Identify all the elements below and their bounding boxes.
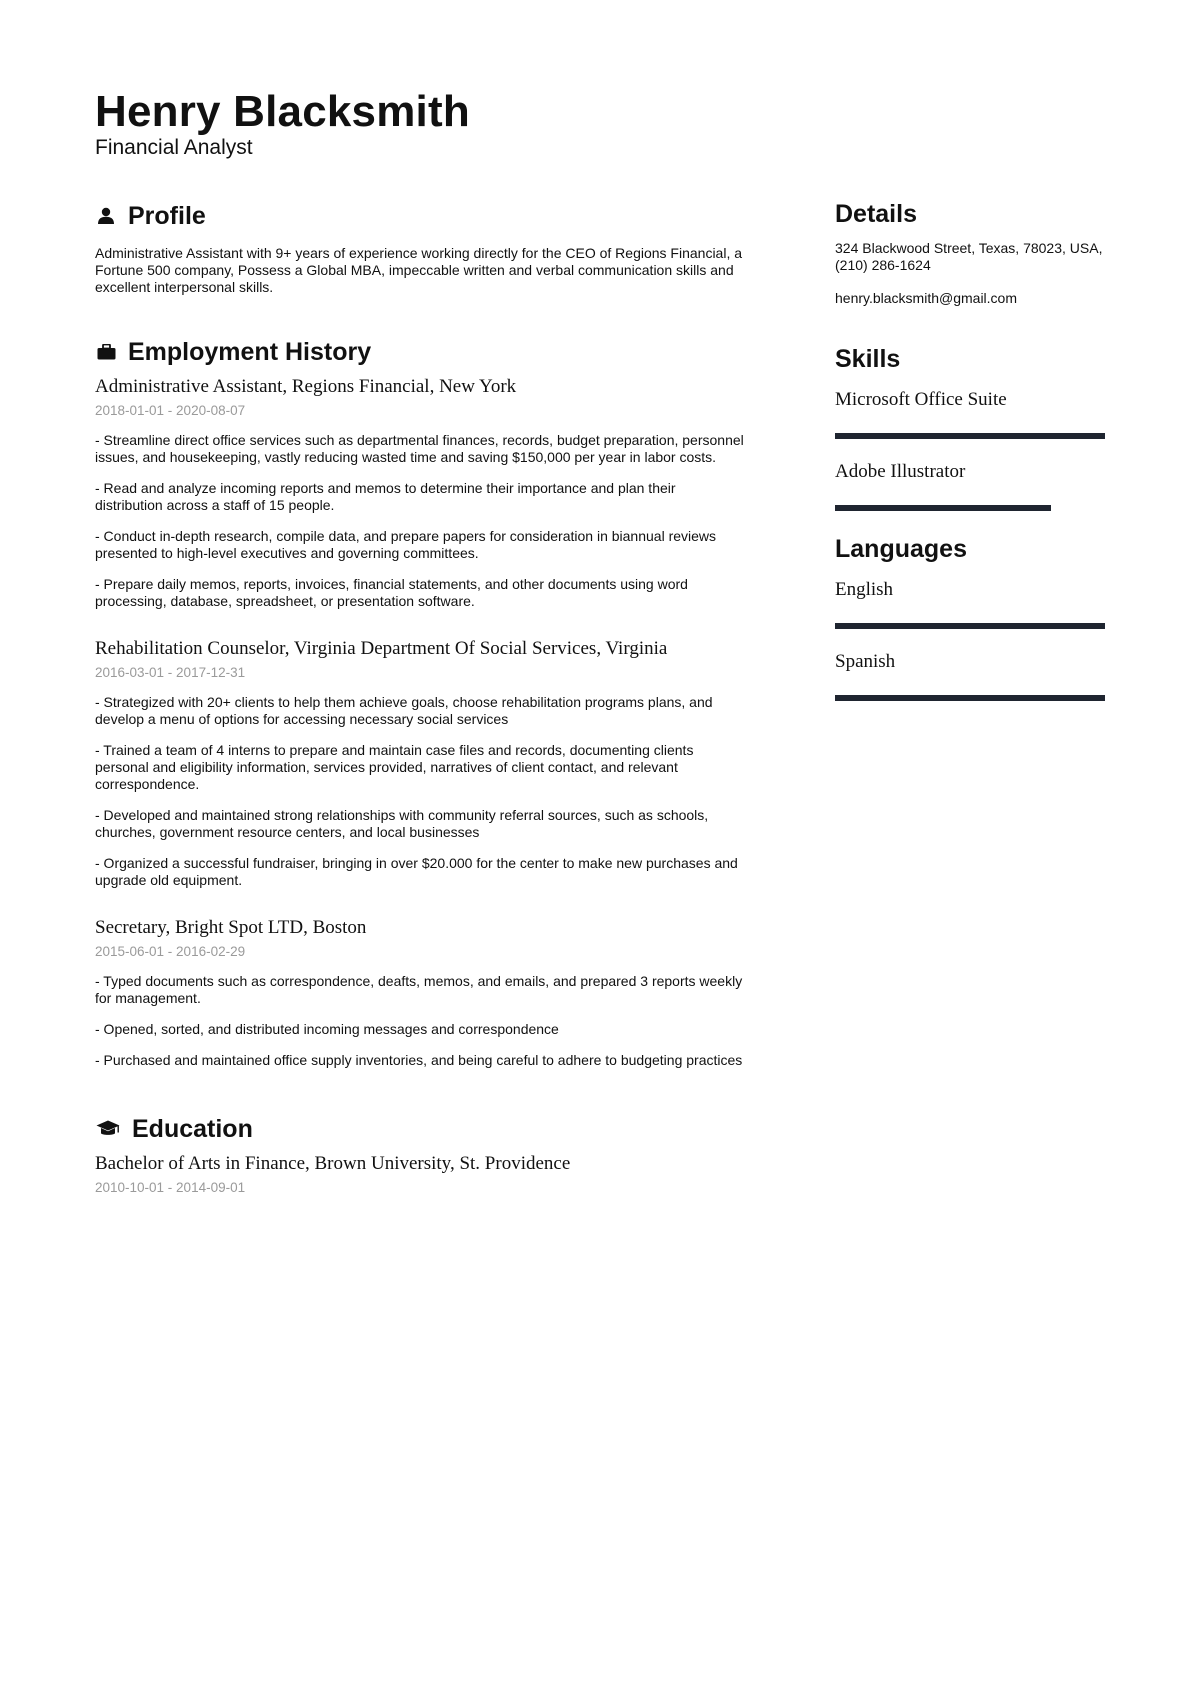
- skill-item: [835, 389, 1105, 439]
- jobs-list: [95, 376, 745, 1069]
- language-level-fill: [835, 695, 1105, 701]
- languages-list: [835, 579, 1105, 701]
- graduation-cap-icon: [95, 1118, 121, 1140]
- job-bullets: [95, 973, 745, 1069]
- skill-name: Adobe Illustrator: [835, 461, 966, 482]
- employment-section: [95, 336, 745, 1069]
- skill-level-fill: [835, 433, 1105, 439]
- language-level-bar: [835, 695, 1105, 701]
- user-icon: [95, 205, 117, 227]
- skills-section: [835, 343, 1105, 511]
- profile-heading-row: [95, 200, 745, 232]
- education-dates: 2010-10-01 - 2014-09-01: [95, 1180, 246, 1195]
- resume-job-title: Financial Analyst: [95, 136, 253, 159]
- language-item: [835, 579, 1105, 629]
- job-bullet: - Prepare daily memos, reports, invoices, financial statements, and other documents using word processing, database, spreadsheet, or presentation software.: [95, 576, 688, 609]
- job-entry: [95, 917, 745, 1069]
- details-address: 324 Blackwood Street, Texas, 78023, USA, (210) 286-1624: [835, 240, 1103, 273]
- job-bullet: - Typed documents such as correspondence, deafts, memos, and emails, and prepared 3 reports weekly for management.: [95, 973, 743, 1006]
- job-dates: 2015-06-01 - 2016-02-29: [95, 944, 246, 959]
- languages-section: [835, 533, 1105, 701]
- job-bullet: - Streamline direct office services such as departmental finances, records, budget preparation, personnel issues, and housekeeping, vastly reducing wasted time and saving $150,000 per year in labor costs.: [95, 432, 744, 465]
- job-dates: 2016-03-01 - 2017-12-31: [95, 665, 246, 680]
- profile-heading: Profile: [128, 202, 206, 230]
- skill-level-bar: [835, 505, 1105, 511]
- language-name: English: [835, 579, 894, 600]
- language-level-bar: [835, 623, 1105, 629]
- job-dates: 2018-01-01 - 2020-08-07: [95, 403, 246, 418]
- job-bullet: - Strategized with 20+ clients to help them achieve goals, choose rehabilitation programs plans, and develop a menu of options for accessing necessary social services: [95, 694, 713, 727]
- job-bullets: [95, 432, 745, 610]
- job-bullets: [95, 694, 745, 889]
- job-title: Rehabilitation Counselor, Virginia Department Of Social Services, Virginia: [95, 638, 668, 659]
- job-bullet: - Trained a team of 4 interns to prepare and maintain case files and records, documenting clients personal and eligibility information, services provided, narratives of client contact, and relevant correspondence.: [95, 742, 694, 792]
- language-level-fill: [835, 623, 1105, 629]
- side-column: [835, 198, 1105, 701]
- job-title: Administrative Assistant, Regions Financial, New York: [95, 376, 517, 397]
- language-item: [835, 651, 1105, 701]
- job-bullet: - Organized a successful fundraiser, bringing in over $20.000 for the center to make new purchases and upgrade old equipment.: [95, 855, 738, 888]
- skill-level-fill: [835, 505, 1051, 511]
- details-heading: Details: [835, 200, 917, 228]
- profile-text: Administrative Assistant with 9+ years of experience working directly for the CEO of Regions Financial, a Fortune 500 company, Possess a Global MBA, impeccable written and verbal communication skills and excellent interpersonal skills.: [95, 245, 743, 295]
- job-entry: [95, 638, 745, 889]
- education-item: [95, 1153, 745, 1197]
- profile-section: [95, 200, 745, 296]
- skill-name: Microsoft Office Suite: [835, 389, 1007, 410]
- skill-item: [835, 461, 1105, 511]
- details-email: henry.blacksmith@gmail.com: [835, 290, 1018, 306]
- skills-list: [835, 389, 1105, 511]
- employment-heading-row: [95, 336, 745, 368]
- job-title: Secretary, Bright Spot LTD, Boston: [95, 917, 367, 938]
- language-name: Spanish: [835, 651, 896, 672]
- job-bullet: - Developed and maintained strong relationships with community referral sources, such as schools, churches, government resource centers, and local businesses: [95, 807, 709, 840]
- briefcase-icon: [95, 341, 117, 363]
- job-entry: [95, 376, 745, 610]
- education-section: [95, 1113, 745, 1197]
- languages-heading: Languages: [835, 535, 967, 563]
- job-bullet: - Opened, sorted, and distributed incoming messages and correspondence: [95, 1021, 559, 1037]
- job-bullet: - Conduct in-depth research, compile data, and prepare papers for consideration in biannual reviews presented to high-level executives and governing committees.: [95, 528, 717, 561]
- job-bullet: - Purchased and maintained office supply inventories, and being careful to adhere to budgeting practices: [95, 1052, 743, 1068]
- skills-heading: Skills: [835, 345, 901, 373]
- main-column: [95, 200, 745, 1197]
- skill-level-bar: [835, 433, 1105, 439]
- education-title: Bachelor of Arts in Finance, Brown University, St. Providence: [95, 1153, 571, 1174]
- employment-heading: Employment History: [128, 338, 372, 366]
- resume-name: Henry Blacksmith: [95, 87, 470, 136]
- education-heading-row: [95, 1113, 745, 1145]
- job-bullet: - Read and analyze incoming reports and memos to determine their importance and plan their distribution across a staff of 15 people.: [95, 480, 676, 513]
- education-heading: Education: [132, 1115, 253, 1143]
- details-section: [835, 198, 1105, 307]
